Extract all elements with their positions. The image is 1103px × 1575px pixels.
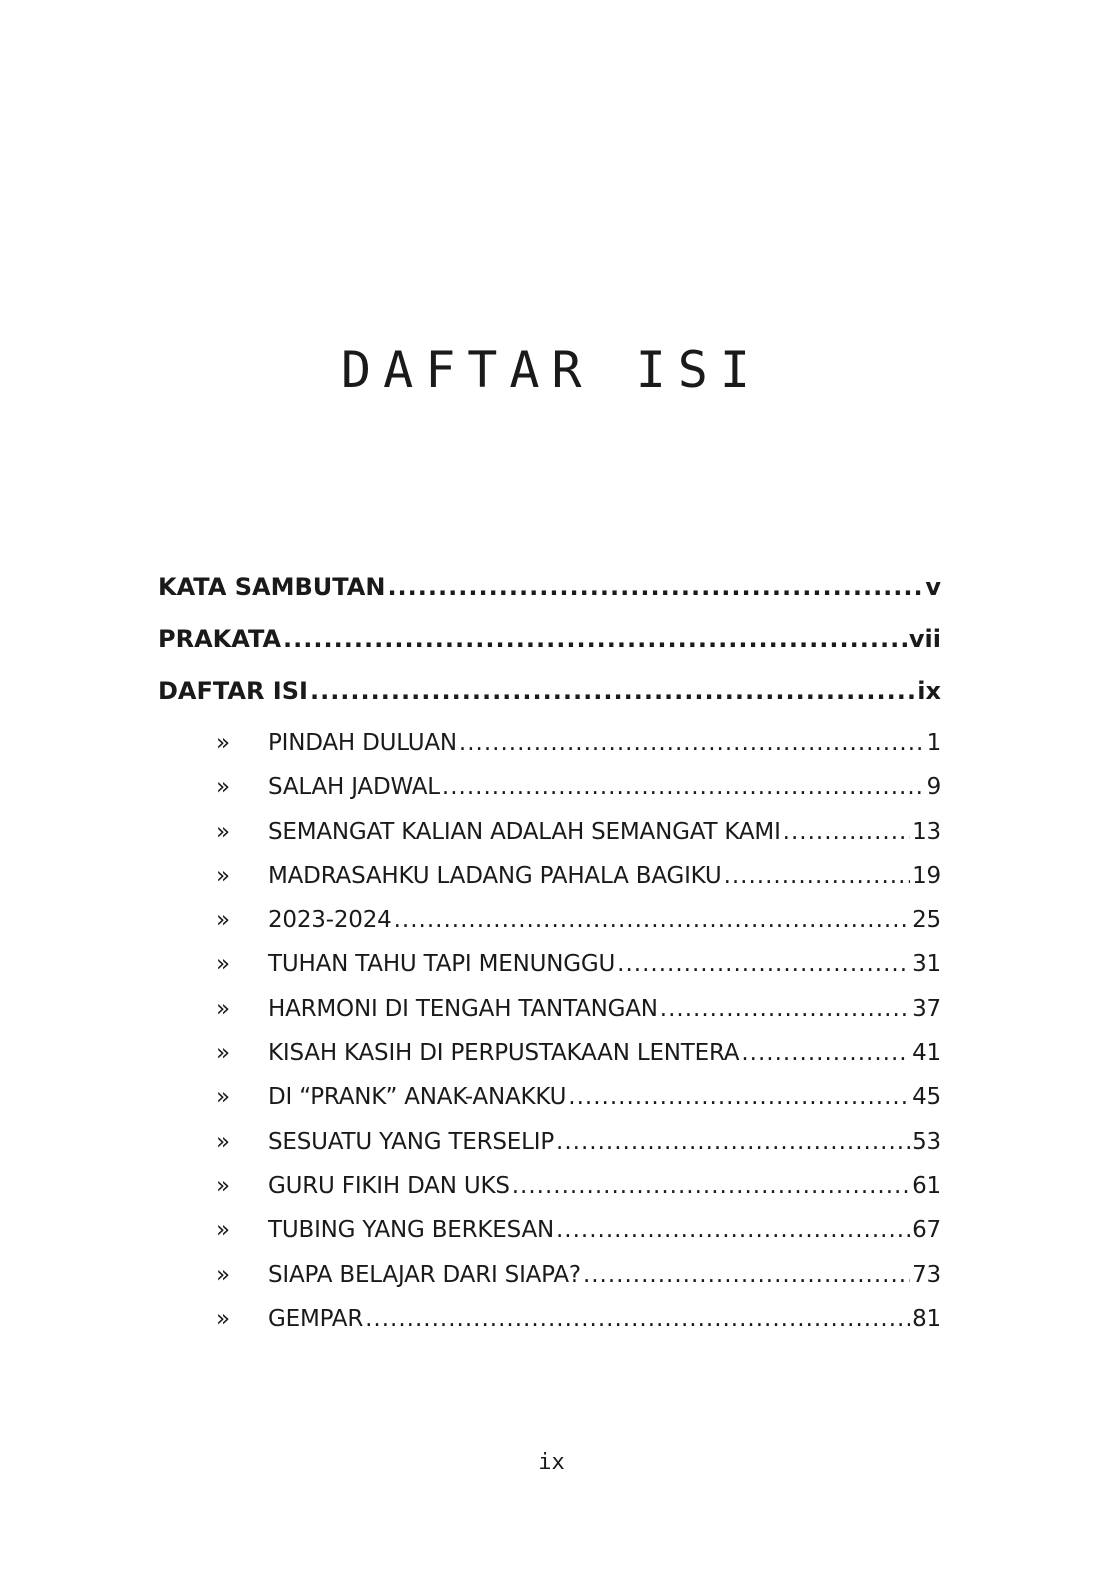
chevron-bullet-icon: »	[216, 862, 230, 889]
toc-entry-label: SEMANGAT KALIAN ADALAH SEMANGAT KAMI	[268, 818, 781, 845]
toc-dot-leader	[556, 1120, 910, 1164]
toc-entry-page: 73	[912, 1261, 941, 1288]
toc-dot-leader	[583, 1253, 910, 1297]
toc-subentry-madrasahku[interactable]	[158, 854, 941, 898]
toc-entry-page: 45	[912, 1084, 941, 1111]
toc-entry-label: KATA SAMBUTAN	[158, 573, 386, 601]
toc-dot-leader	[741, 1031, 910, 1075]
chevron-bullet-icon: »	[216, 730, 230, 756]
toc-entry-label: PRAKATA	[158, 625, 282, 653]
toc-entry-page: 9	[926, 774, 941, 801]
toc-dot-leader	[387, 565, 923, 609]
toc-subentry-kisah-kasih[interactable]	[158, 1031, 941, 1075]
toc-dot-leader	[459, 721, 925, 765]
toc-entry-label: DI “PRANK” ANAK-ANAKKU	[268, 1084, 567, 1111]
table-of-contents	[158, 565, 941, 1341]
toc-dot-leader	[365, 1297, 910, 1341]
chevron-bullet-icon: »	[216, 1128, 230, 1155]
toc-dot-leader	[783, 810, 910, 854]
toc-subentry-tuhan-tahu[interactable]	[158, 942, 941, 986]
toc-entry-label: DAFTAR ISI	[158, 677, 308, 705]
footer-page-number: ix	[538, 1450, 565, 1475]
toc-entry-page: 53	[912, 1128, 941, 1155]
chevron-bullet-icon: »	[216, 774, 230, 801]
toc-entry-page: 13	[912, 818, 941, 845]
toc-subentry-guru-fikih[interactable]	[158, 1164, 941, 1208]
toc-dot-leader	[394, 898, 911, 942]
toc-subentry-harmoni[interactable]	[158, 987, 941, 1031]
toc-entry-label: MADRASAHKU LADANG PAHALA BAGIKU	[268, 862, 722, 889]
toc-subentry-sesuatu[interactable]	[158, 1120, 941, 1164]
toc-subentry-pindah-duluan[interactable]	[158, 721, 941, 765]
toc-entry-label: TUBING YANG BERKESAN	[268, 1217, 554, 1244]
toc-entry-page: 25	[912, 907, 941, 934]
toc-dot-leader	[512, 1164, 910, 1208]
chevron-bullet-icon: »	[216, 907, 230, 934]
toc-entry-label: SALAH JADWAL	[268, 774, 440, 801]
toc-entry-page: 81	[912, 1305, 941, 1332]
toc-entry-daftar-isi[interactable]	[158, 669, 941, 721]
toc-entry-label: PINDAH DULUAN	[268, 730, 457, 756]
chevron-bullet-icon: »	[216, 1217, 230, 1244]
chevron-bullet-icon: »	[216, 1040, 230, 1067]
chevron-bullet-icon: »	[216, 1172, 230, 1199]
toc-subentry-gempar[interactable]	[158, 1297, 941, 1341]
chevron-bullet-icon: »	[216, 1305, 230, 1332]
toc-dot-leader	[568, 1075, 910, 1119]
toc-entry-label: SESUATU YANG TERSELIP	[268, 1128, 555, 1155]
chevron-bullet-icon: »	[216, 818, 230, 845]
toc-entry-label: TUHAN TAHU TAPI MENUNGGU	[268, 951, 616, 978]
toc-entry-page: 37	[912, 995, 941, 1022]
toc-dot-leader	[660, 987, 910, 1031]
toc-subentry-di-prank[interactable]	[158, 1075, 941, 1119]
toc-subentry-tubing[interactable]	[158, 1208, 941, 1252]
toc-entry-label: GEMPAR	[268, 1305, 364, 1332]
toc-entry-page: vii	[908, 625, 941, 653]
toc-subentry-semangat-kalian[interactable]	[158, 810, 941, 854]
toc-entry-prakata[interactable]	[158, 617, 941, 669]
chevron-bullet-icon: »	[216, 951, 230, 978]
toc-entry-page: 67	[912, 1217, 941, 1244]
toc-entry-kata-sambutan[interactable]	[158, 565, 941, 617]
toc-entry-page: 31	[912, 951, 941, 978]
toc-entry-label: 2023-2024	[268, 907, 392, 934]
toc-entry-page: 1	[926, 730, 941, 756]
toc-subentry-2023-2024[interactable]	[158, 898, 941, 942]
toc-entry-page: 41	[912, 1040, 941, 1067]
toc-dot-leader	[283, 617, 907, 661]
toc-subentry-siapa-belajar[interactable]	[158, 1253, 941, 1297]
chevron-bullet-icon: »	[216, 1084, 230, 1111]
toc-dot-leader	[310, 669, 915, 713]
toc-entry-page: 61	[912, 1172, 941, 1199]
toc-entry-label: HARMONI DI TENGAH TANTANGAN	[268, 995, 658, 1022]
toc-subentry-salah-jadwal[interactable]	[158, 765, 941, 809]
toc-entry-page: ix	[917, 677, 941, 705]
toc-entry-label: KISAH KASIH DI PERPUSTAKAAN LENTERA	[268, 1040, 740, 1067]
page-title: DAFTAR ISI	[340, 341, 763, 399]
toc-entry-label: GURU FIKIH DAN UKS	[268, 1172, 510, 1199]
toc-dot-leader	[556, 1208, 910, 1252]
toc-entry-label: SIAPA BELAJAR DARI SIAPA?	[268, 1261, 581, 1288]
toc-dot-leader	[617, 942, 910, 986]
chevron-bullet-icon: »	[216, 1261, 230, 1288]
toc-dot-leader	[442, 765, 925, 809]
toc-dot-leader	[724, 854, 911, 898]
toc-entry-page: v	[925, 573, 941, 601]
chevron-bullet-icon: »	[216, 995, 230, 1022]
toc-entry-page: 19	[912, 862, 941, 889]
